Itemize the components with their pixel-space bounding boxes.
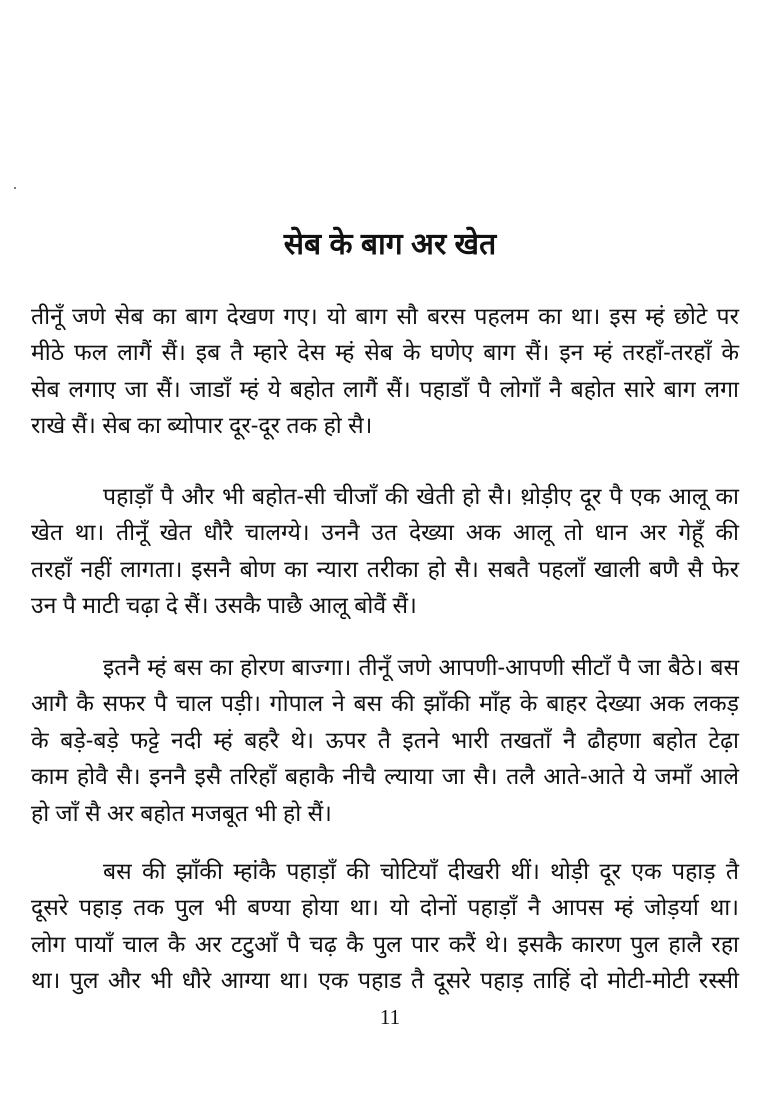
paragraph-4-line-1: बस की झाँकी म्हांकै पहाड़ाँ की चोटियाँ दीखरी थीं। थोड़ी दूर एक पहाड़ तै bbox=[103, 858, 739, 884]
paragraph-2-line-2: खेत था। तीनूँ खेत धौरै चालग्ये। उननै उत देख्या अक आलू तो धान अर गेहूँ की bbox=[31, 519, 739, 545]
page-title: सेब के बाग अर खेत bbox=[283, 228, 497, 261]
paragraph-4-line-3: लोग पायाँ चाल कै अर टटुआँ पै चढ़ कै पुल पार करैं थे। इसकै कारण पुल हालै रहा bbox=[31, 931, 739, 957]
paragraph-2-line-3: तरहाँ नहीं लागता। इसनै बोण का न्यारा तरीका हो सै। सबतै पहलाँ खाली बणै सै फेर bbox=[31, 556, 739, 582]
paragraph-4-line-2: दूसरे पहाड़ तक पुल भी बण्या होया था। यो दोनों पहाड़ाँ नै आपस म्हं जोड़र्या था। bbox=[31, 894, 739, 920]
paragraph-3-line-1: इतनै म्हं बस का होरण बाज्गा। तीनूँ जणे आपणी-आपणी सीटाँ पै जा बैठे। बस bbox=[103, 654, 739, 680]
paragraph-3-line-5: हो जाँ सै अर बहोत मजबूत भी हो सैं। bbox=[31, 800, 332, 826]
paragraph-2-line-4: उन पै माटी चढ़ा दे सैं। उसकै पाछै आलू बोवैं सैं। bbox=[31, 592, 417, 618]
paragraph-1-line-3: सेब लगाए जा सैं। जाडाँ म्हं ये बहोत लागैं सैं। पहाडाँ पै लोगाँ नै बहोत सारे बाग लगा bbox=[31, 376, 739, 402]
paragraph-3-line-4: काम होवै सै। इननै इसै तरिहाँ बहाकै नीचै ल्याया जा सै। तलै आते-आते ये जमाँ आले bbox=[31, 763, 739, 789]
paragraph-1-line-1: तीनूँ जणे सेब का बाग देखण गए। यो बाग सौ बरस पहलम का था। इस म्हं छोटे पर bbox=[31, 303, 739, 329]
paragraph-4-line-4: था। पुल और भी धौरे आग्या था। एक पहाड तै दूसरे पहाड़ ताहिं दो मोटी-मोटी रस्सी bbox=[31, 967, 739, 993]
paragraph-3-line-3: के बड़े-बड़े फट्टे नदी म्हं बहरै थे। ऊपर तै इतने भारी तखताँ नै ढौहणा बहोत टेढ़ा bbox=[31, 727, 739, 753]
paragraph-3-line-2: आगै कै सफर पै चाल पड़ी। गोपाल ने बस की झाँकी माँह के बाहर देख्या अक लकड़ bbox=[31, 690, 739, 716]
paragraph-2-line-1: पहाड़ाँ पै और भी बहोत-सी चीजाँ की खेती हो सै। थ़ोड़ीए दूर पै एक आलू का bbox=[103, 483, 739, 509]
paragraph-1-line-4: राखे सैं। सेब का ब्योपार दूर-दूर तक हो सै। bbox=[31, 412, 373, 438]
paragraph-1-line-2: मीठे फल लागैं सैं। इब तै म्हारे देस म्हं सेब के घणेए बाग सैं। इन म्हं तरहाँ-तरहाँ के bbox=[31, 339, 739, 365]
page-number: 11 bbox=[379, 1005, 401, 1029]
scan-speck bbox=[14, 187, 16, 189]
